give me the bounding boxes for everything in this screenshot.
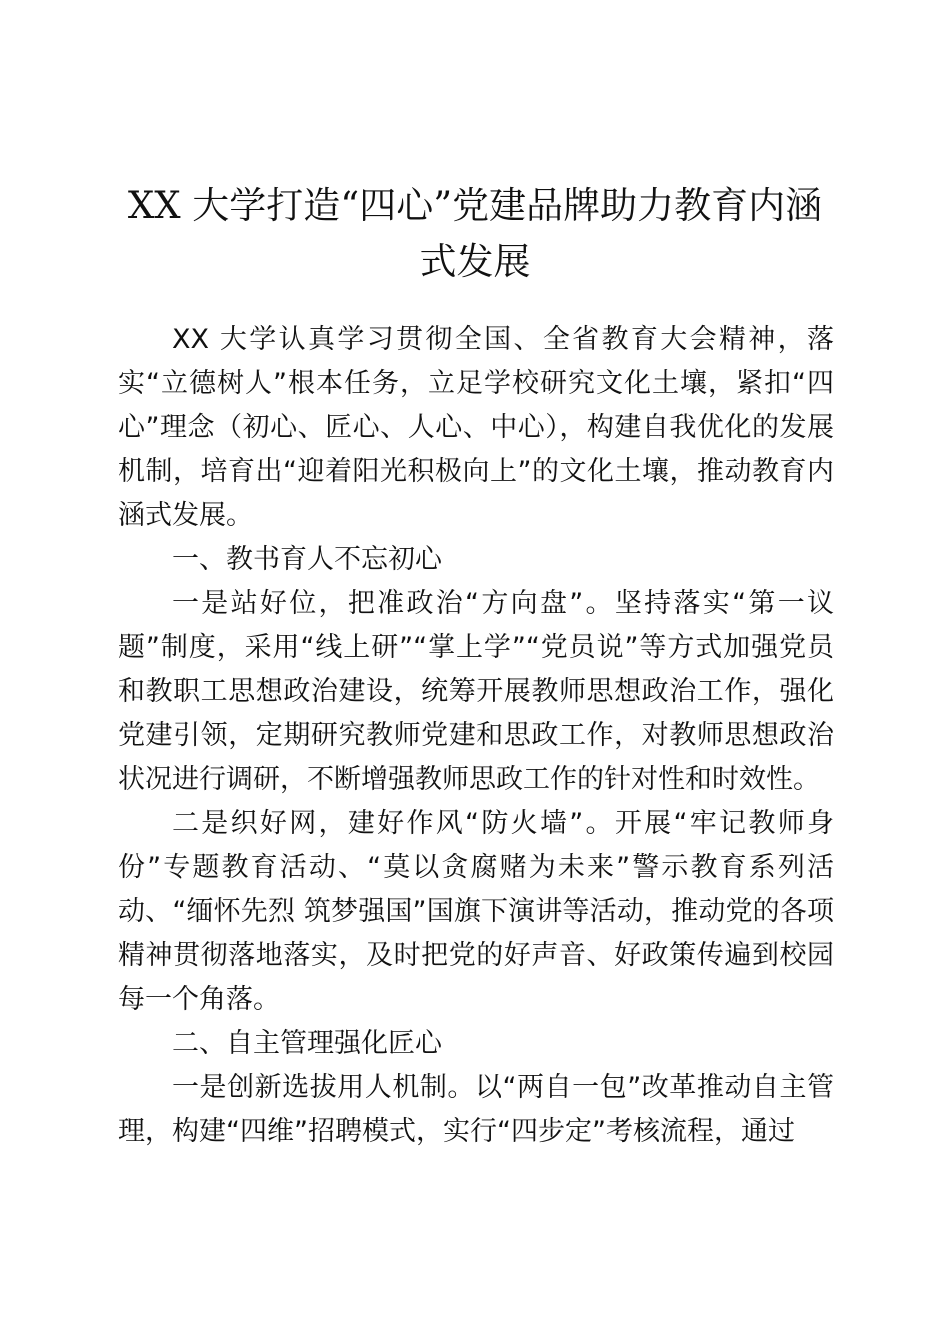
document-body	[118, 318, 834, 1154]
title-line-1: XX 大学打造“四心”党建品牌助力教育内涵	[127, 184, 823, 227]
intro-paragraph: XX 大学认真学习贯彻全国、全省教育大会精神，落实“立德树人”根本任务，立足学校研究文化土壤，紧扣“四心”理念（初心、匠心、人心、中心），构建自我优化的发展机制，培育出“迎着阳光积极向上”的文化土壤，推动教育内涵式发展。	[118, 324, 834, 531]
paragraph-1-2: 二是织好网，建好作风“防火墙”。开展“牢记教师身份”专题教育活动、“莫以贪腐赌为未来”警示教育系列活动、“缅怀先烈 筑梦强国”国旗下演讲等活动，推动党的各项精神贯彻落地落实，及时把党的好声音、好政策传遍到校园每一个角落。	[118, 808, 834, 1015]
paragraph-1-1: 一是站好位，把准政治“方向盘”。坚持落实“第一议题”制度，采用“线上研”“掌上学”“党员说”等方式加强党员和教职工思想政治建设，统筹开展教师思想政治工作，强化党建引领，定期研究教师党建和思政工作，对教师思想政治状况进行调研，不断增强教师思政工作的针对性和时效性。	[118, 588, 834, 795]
document-title	[110, 178, 840, 290]
title-line-2: 式发展	[419, 240, 531, 283]
paragraph-2-1: 一是创新选拔用人机制。以“两自一包”改革推动自主管理，构建“四维”招聘模式，实行“四步定”考核流程，通过	[118, 1072, 834, 1147]
section-heading-1: 一、教书育人不忘初心	[172, 544, 442, 575]
section-heading-2: 二、自主管理强化匠心	[172, 1028, 442, 1059]
